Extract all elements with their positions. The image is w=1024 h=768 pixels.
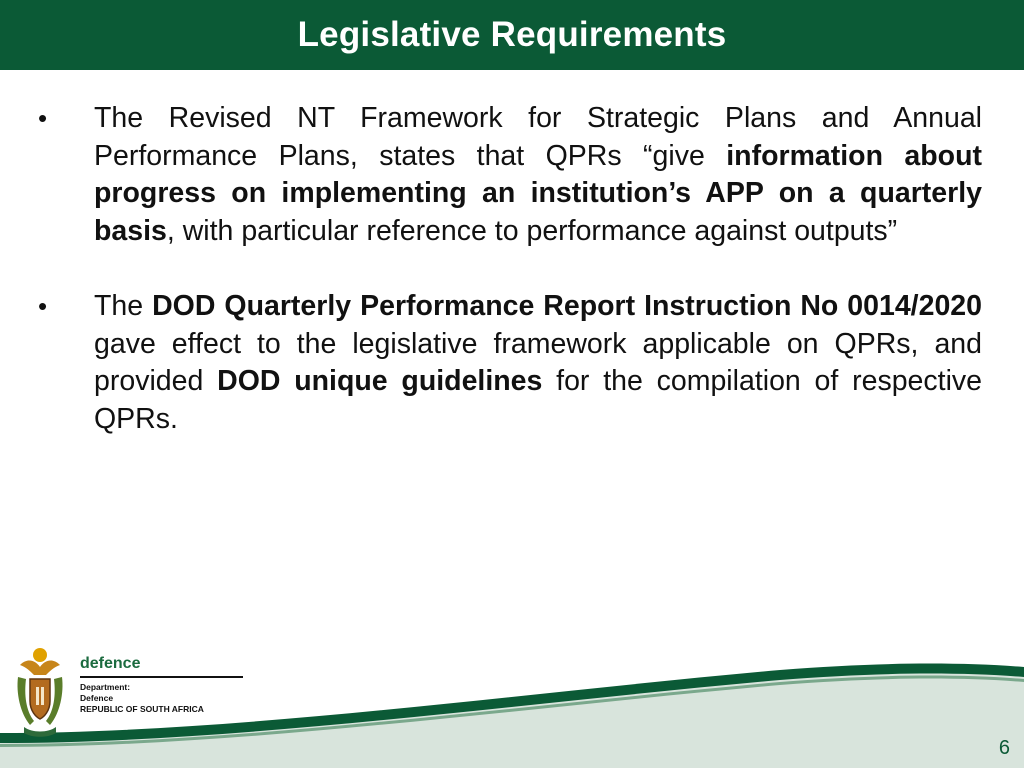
brand-divider xyxy=(80,676,243,678)
bullet-bold-run: DOD Quarterly Performance Report Instruction No 0014/2020 xyxy=(152,290,983,322)
footer xyxy=(0,625,1024,768)
bullet-marker: • xyxy=(38,291,48,321)
slide-title: Legislative Requirements xyxy=(297,15,727,54)
bullet-item-1 xyxy=(38,100,982,250)
bullet-text-run: , with particular reference to performance against outputs” xyxy=(166,214,898,247)
title-bar xyxy=(0,0,1024,70)
bullet-item-2 xyxy=(38,288,982,438)
page-number: 6 xyxy=(998,737,1010,759)
bullet-marker: • xyxy=(38,103,48,133)
bullet-text-run: gave effect to the legislative framework applicable on QPRs, and provided xyxy=(94,327,982,397)
brand-block xyxy=(80,655,245,715)
department-name: Defence xyxy=(80,693,114,703)
bullet-bold-run: DOD unique guidelines xyxy=(217,365,543,397)
bullet-text-run: for the compilation of respective QPRs. xyxy=(94,365,982,435)
coat-of-arms-icon xyxy=(10,643,70,743)
brand-name: defence xyxy=(80,655,141,672)
country-name: REPUBLIC OF SOUTH AFRICA xyxy=(80,704,204,714)
department-label: Department: xyxy=(80,682,131,692)
bullet-list xyxy=(38,100,982,476)
bullet-bold-run: information about progress on implementing an institution’s APP on a quarterly basis xyxy=(94,139,982,247)
bullet-text-run: The Revised NT Framework for Strategic Plans and Annual Performance Plans, states that QPRs “give xyxy=(94,102,982,172)
bullet-text-run: The xyxy=(94,290,153,322)
